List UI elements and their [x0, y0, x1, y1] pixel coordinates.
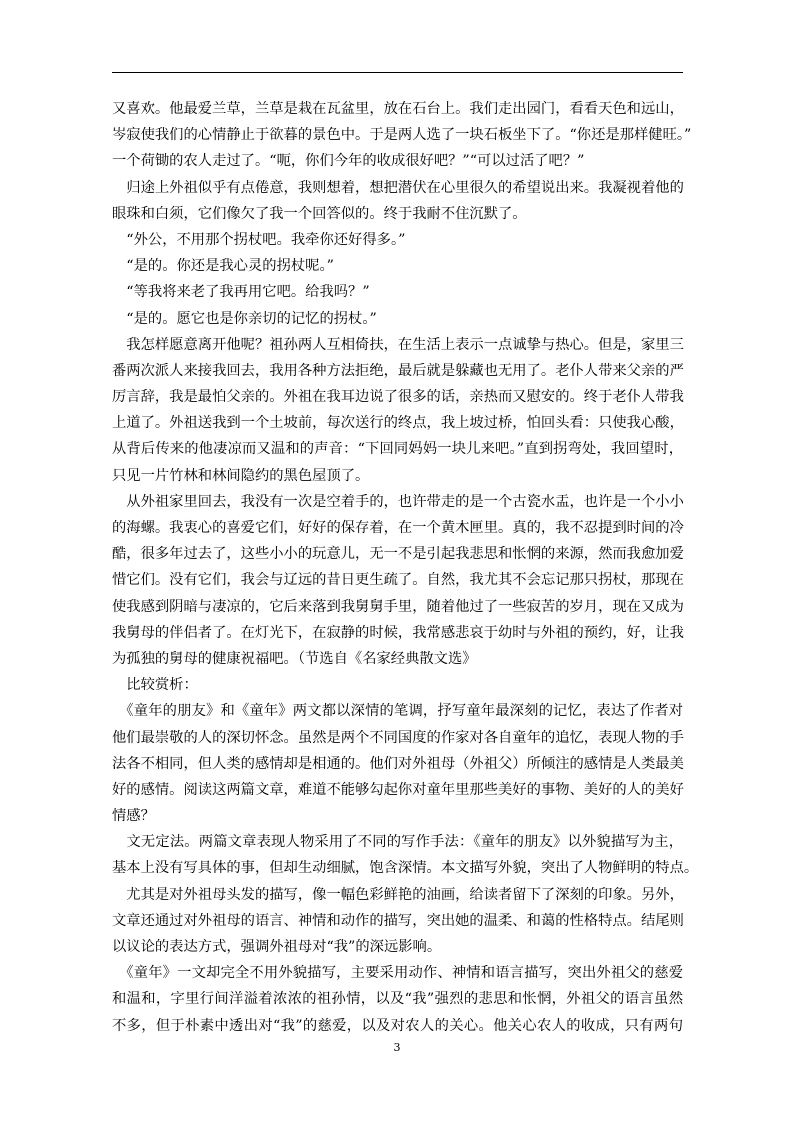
text-line: 文无定法。两篇文章表现人物采用了不同的写作手法：《童年的朋友》以外貌描写为主， — [112, 834, 683, 851]
text-line: “外公，不用那个拐杖吧。我牵你还好得多。” — [112, 231, 406, 248]
text-line: 《童年》一文却完全不用外貌描写，主要采用动作、神情和语言描写，突出外祖父的慈爱 — [112, 965, 683, 982]
text-line: 厉言辞，我是最怕父亲的。外祖在我耳边说了很多的话，亲热而又慰安的。终于老仆人带我 — [112, 389, 684, 406]
text-line: “等我将来老了我再用它吧。给我吗？” — [112, 284, 370, 301]
text-line: “是的。愿它也是你亲切的记忆的拐杖。” — [112, 310, 377, 327]
text-line: 不多，但于朴素中透出对“我”的慈爱，以及对农人的关心。他关心农人的收成，只有两句 — [112, 1017, 683, 1034]
text-line: 文章还通过对外祖母的语言、神情和动作的描写，突出她的温柔、和蔼的性格特点。结尾则 — [112, 912, 684, 929]
text-line: 基本上没有写具体的事，但却生动细腻，饱含深情。本文描写外貌，突出了人物鲜明的特点。 — [112, 860, 699, 877]
text-line: 酷，很多年过去了，这些小小的玩意儿，无一不是引起我悲思和怅惘的来源，然而我愈加爱 — [112, 546, 684, 563]
header-rule — [112, 72, 683, 73]
text-line: 的海螺。我衷心的喜爱它们，好好的保存着，在一个黄木匣里。真的，我不忍提到时间的冷 — [112, 520, 684, 536]
text-line: 好的感情。阅读这两篇文章，难道不能够勾起你对童年里那些美好的事物、美好的人的美好 — [112, 781, 684, 798]
text-line: 只见一片竹林和林间隐约的黑色屋顶了。 — [112, 467, 370, 484]
text-line: 从外祖家里回去，我没有一次是空着手的，也许带走的是一个古瓷水盂，也许是一个小小 — [112, 493, 684, 510]
text-line: 我舅母的伴侣者了。在灯光下，在寂静的时候，我常感悲哀于幼时与外祖的预约，好，让我 — [112, 624, 684, 641]
text-line: 为孤独的舅母的健康祝福吧。（节选自《名家经典散文选》 — [112, 650, 477, 667]
text-line: 岑寂使我们的心情静止于欲暮的景色中。于是两人选了一块石板坐下了。“你还是那样健旺。” — [112, 127, 692, 144]
text-line: 上道了。外祖送我到一个土坡前，每次送行的终点，我上坡过桥，怕回头看：只使我心酸， — [112, 415, 684, 432]
text-line: 使我感到阴暗与凄凉的，它后来落到我舅舅手里，随着他过了一些寂苦的岁月，现在又成为 — [112, 598, 684, 615]
text-line: 他们最崇敬的人的深切怀念。虽然是两个不同国度的作家对各自童年的追忆，表现人物的手 — [112, 729, 684, 746]
page-number: 3 — [393, 1041, 401, 1054]
text-line: 和温和，字里行间洋溢着浓浓的祖孙情，以及“我”强烈的悲思和怅惘，外祖父的语言虽然 — [112, 991, 683, 1008]
text-line: 归途上外祖似乎有点倦意，我则想着，想把潜伏在心里很久的希望说出来。我凝视着他的 — [112, 179, 684, 196]
text-line: 尤其是对外祖母头发的描写，像一幅色彩鲜艳的油画，给读者留下了深刻的印象。另外， — [112, 886, 684, 903]
text-line: 眼珠和白须，它们像欠了我一个回答似的。终于我耐不住沉默了。 — [112, 205, 527, 222]
text-line: 我怎样愿意离开他呢？祖孙两人互相倚扶，在生活上表示一点诚挚与热心。但是，家里三 — [112, 336, 684, 353]
text-line: 又喜欢。他最爱兰草，兰草是栽在瓦盆里，放在石台上。我们走出园门，看看天色和远山， — [112, 101, 684, 117]
text-line: 从背后传来的他凄凉而又温和的声音：“下回同妈妈一块儿来吧。”直到拐弯处，我回望时， — [112, 441, 683, 458]
text-line: 以议论的表达方式，强调外祖母对“我”的深远影响。 — [112, 939, 442, 955]
text-line: “是的。你还是我心灵的拐杖呢。” — [112, 258, 334, 275]
body-text — [112, 96, 699, 1039]
text-line: 《童年的朋友》和《童年》两文都以深情的笔调，抒写童年最深刻的记忆，表达了作者对 — [112, 703, 683, 720]
text-line: 法各不相同，但人类的感情却是相通的。他们对外祖母（外祖父）所倾注的感情是人类最美 — [112, 755, 684, 772]
text-line: 惜它们。没有它们，我会与辽远的昔日更生疏了。自然，我尤其不会忘记那只拐杖，那现在 — [112, 572, 684, 589]
text-line: 番两次派人来接我回去，我用各种方法拒绝，最后就是躲藏也无用了。老仆人带来父亲的严 — [112, 362, 684, 379]
text-line: 一个荷锄的农人走过了。“呃，你们今年的收成很好吧？”“可以过活了吧？” — [112, 153, 585, 170]
text-line: 情感？ — [112, 808, 155, 825]
text-line: 比较赏析： — [112, 677, 198, 694]
